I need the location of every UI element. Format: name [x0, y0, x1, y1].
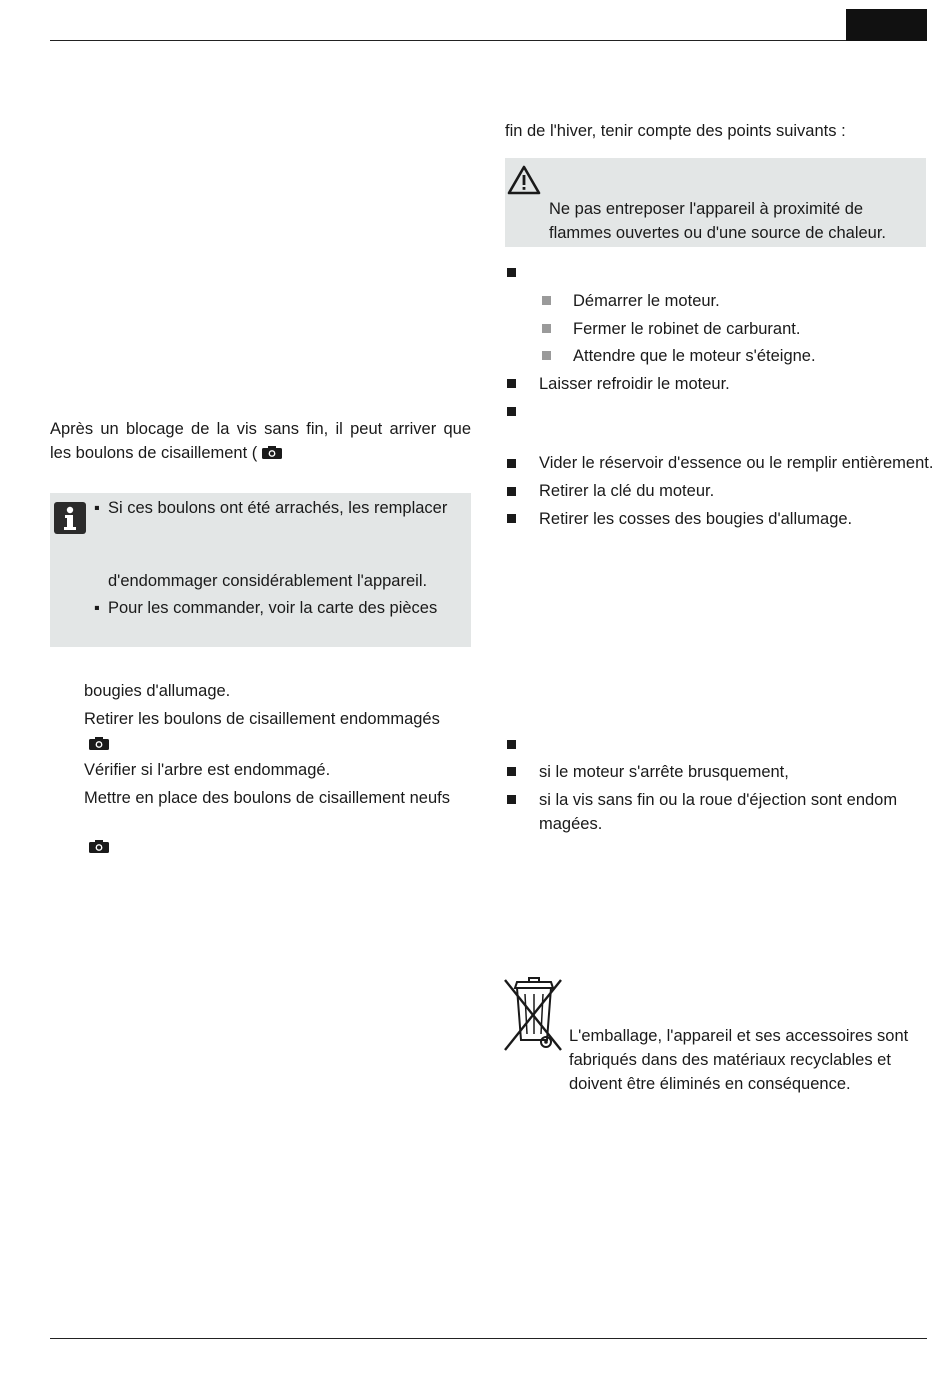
step-new-bolts: Mettre en place des boulons de cisaillement neufs	[84, 789, 450, 807]
info-icon	[54, 502, 86, 534]
sub-item-start-engine: Démarrer le moteur.	[573, 292, 720, 310]
disposal-line-3: doivent être éliminés en conséquence.	[569, 1075, 851, 1093]
bullet-marker	[507, 795, 516, 804]
disposal-line-1: L'emballage, l'appareil et ses accessoires sont	[569, 1027, 909, 1045]
bullet-marker	[507, 487, 516, 496]
page-tab	[846, 9, 927, 41]
note-line-2: d'endommager considérablement l'appareil.	[108, 572, 428, 590]
note-line-1: Si ces boulons ont été arrachés, les remplacer	[108, 499, 448, 517]
camera-icon-3	[89, 840, 109, 853]
service-item-auger-damaged-line1: si la vis sans fin ou la roue d'éjection sont endom	[539, 791, 898, 809]
item-remove-key: Retirer la clé du moteur.	[539, 482, 715, 500]
shear-bolt-intro-line2: les boulons de cisaillement (	[50, 444, 258, 462]
crossed-out-bin-icon	[503, 974, 565, 1052]
note-bullet-2-marker: ▪	[94, 599, 100, 617]
shear-bolt-intro-line1: Après un blocage de la vis sans fin, il peut arriver que	[50, 420, 471, 438]
warning-triangle-icon	[507, 165, 541, 195]
item-empty-tank: Vider le réservoir d'essence ou le remplir entièrement.	[539, 454, 934, 472]
step-spark-plugs: bougies d'allumage.	[84, 682, 231, 700]
camera-icon	[262, 446, 282, 459]
footer-rule	[50, 1338, 927, 1339]
header-rule	[50, 40, 846, 41]
disposal-line-2: fabriqués dans des matériaux recyclables et	[569, 1051, 891, 1069]
step-remove-bolts: Retirer les boulons de cisaillement endommagés	[84, 710, 440, 728]
camera-icon-2	[89, 737, 109, 750]
sub-bullet-marker	[542, 296, 551, 305]
sub-item-wait-engine-stop: Attendre que le moteur s'éteigne.	[573, 347, 816, 365]
step-check-shaft: Vérifier si l'arbre est endommagé.	[84, 761, 331, 779]
bullet-marker	[507, 767, 516, 776]
sub-item-close-fuel-valve: Fermer le robinet de carburant.	[573, 320, 801, 338]
bullet-marker	[507, 268, 516, 277]
service-item-engine-stops: si le moteur s'arrête brusquement,	[539, 763, 789, 781]
bullet-marker	[507, 379, 516, 388]
bullet-marker	[507, 407, 516, 416]
sub-bullet-marker	[542, 324, 551, 333]
sub-bullet-marker	[542, 351, 551, 360]
note-line-3: Pour les commander, voir la carte des pièces	[108, 599, 438, 617]
service-item-auger-damaged-line2: magées.	[539, 815, 603, 833]
bullet-marker	[507, 459, 516, 468]
warning-line-2: flammes ouvertes ou d'une source de chaleur.	[549, 224, 887, 242]
item-remove-plug-caps: Retirer les cosses des bougies d'allumage.	[539, 510, 853, 528]
bullet-marker	[507, 740, 516, 749]
storage-intro: fin de l'hiver, tenir compte des points suivants :	[505, 122, 846, 140]
bullet-marker	[507, 514, 516, 523]
warning-line-1: Ne pas entreposer l'appareil à proximité de	[549, 200, 864, 218]
note-bullet-1-marker: ▪	[94, 499, 100, 517]
item-cool-engine: Laisser refroidir le moteur.	[539, 375, 730, 393]
